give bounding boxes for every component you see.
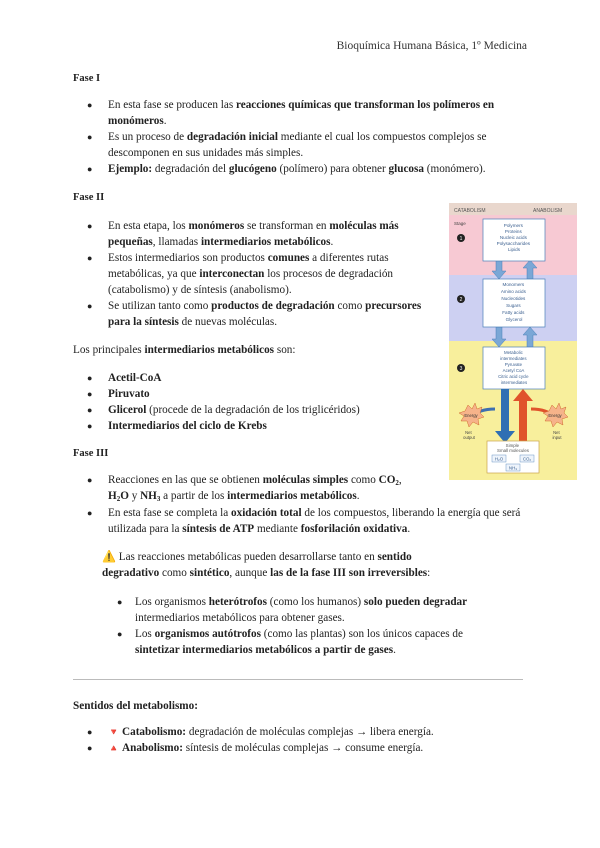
- simple-molecules-text: Simple Small molecules: [497, 443, 529, 453]
- fase-3-list: [73, 472, 438, 504]
- list-item: ● Se utilizan tanto como productos de degradación como precursores para la síntesis de nuevas moléculas.: [73, 298, 438, 330]
- fase-3-heading: Fase III: [73, 448, 109, 459]
- stage-3-number: 3: [459, 366, 463, 372]
- nh3-label: NH₃: [508, 465, 518, 471]
- energy-out-label: Energy: [464, 413, 478, 418]
- list-item: ● En esta fase se producen las reacciones químicas que transforman los polímeros en monómeros.: [73, 97, 533, 129]
- list-item: ● Los organismos autótrofos (como las plantas) son los únicos capaces de sintetizar intermediarios metabólicos a partir de gases.: [73, 626, 493, 658]
- energy-in-label: Energy: [548, 413, 562, 418]
- list-item: ● Es un proceso de degradación inicial mediante el cual los compuestos complejos se descomponen en sus unidades más simples.: [73, 129, 533, 161]
- irreversibility-note: ⚠️ Las reacciones metabólicas pueden desarrollarse tanto en sentido degradativo como sintético, aunque las de la fase III son irreversibles:: [102, 551, 431, 579]
- catabolism-label: CATABOLISM: [454, 208, 486, 214]
- list-item: ● En esta fase se completa la oxidación total de los compuestos, liberando la energía que será utilizada para la síntesis de ATP mediante fosforilación oxidativa.: [73, 505, 525, 537]
- stage-label: Stage: [454, 221, 466, 226]
- divider: [73, 679, 523, 680]
- down-triangle-icon: 🔻: [108, 727, 120, 737]
- fase-2-heading: Fase II: [73, 192, 105, 203]
- list-item: ● Acetil-CoA: [73, 370, 438, 386]
- list-item: ● 🔻 Catabolismo: degradación de moléculas complejas → libera energía.: [73, 724, 533, 740]
- intermediarios-list: [73, 370, 438, 434]
- list-item: ● Glicerol (procede de la degradación de los triglicéridos): [73, 402, 438, 418]
- fase-1-list: [73, 97, 533, 177]
- fase-2-list: [73, 218, 438, 330]
- intermediates-box-text: Metabolic intermediates Pyruvate Acetyl CoA Citric acid cycle intermediates: [498, 350, 529, 385]
- list-item: ● Reacciones en las que se obtienen moléculas simples como $CO_2$, $H_2O$ y $NH_3$ a partir de los intermediarios metabólicos.: [73, 472, 438, 504]
- fase-1-heading: Fase I: [73, 73, 101, 84]
- list-item: ● Piruvato: [73, 386, 438, 402]
- net-output-label: Net output: [463, 430, 475, 440]
- net-input-label: Net input: [552, 430, 562, 440]
- anabolism-label: ANABOLISM: [533, 208, 563, 214]
- polymers-box-text: Polymers Proteins Nucleic acids Polysaccharides Lipids: [496, 223, 531, 252]
- list-item: ● 🔺 Anabolismo: síntesis de moléculas complejas → consume energía.: [73, 740, 533, 756]
- list-item: ● En esta etapa, los monómeros se transforman en moléculas más pequeñas, llamadas intermediarios metabólicos.: [73, 218, 438, 250]
- stage-2-number: 2: [459, 297, 463, 303]
- list-item: ● Estos intermediarios son productos comunes a diferentes rutas metabólicas, ya que interconectan los procesos de degradación (catabolismo) y de síntesis (anabolismo).: [73, 250, 438, 298]
- sentidos-list: [73, 724, 533, 756]
- fase-3-list-2: [73, 505, 525, 537]
- list-item: ● Los organismos heterótrofos (como los humanos) solo pueden degradar intermediarios metabólicos para obtener gases.: [73, 594, 493, 626]
- list-item: ● Ejemplo: degradación del glucógeno (polímero) para obtener glucosa (monómero).: [73, 161, 533, 177]
- h2o-label: H₂O: [494, 456, 504, 462]
- list-item: ● Intermediarios del ciclo de Krebs: [73, 418, 438, 434]
- monomers-box-text: Monomers Amino acids Nucleotides Sugars Fatty acids Glycerol: [500, 282, 526, 322]
- co2-label: CO₂: [522, 456, 532, 462]
- warning-icon: ⚠️: [102, 551, 116, 563]
- page-header: Bioquímica Humana Básica, 1º Medicina: [336, 40, 527, 52]
- up-triangle-icon: 🔺: [108, 743, 120, 753]
- stage-1-number: 1: [459, 236, 463, 242]
- organismos-list: [73, 594, 493, 658]
- metabolism-stages-diagram: [449, 203, 577, 480]
- intermediarios-intro: Los principales intermediarios metabólicos son:: [73, 344, 296, 356]
- sentidos-heading: Sentidos del metabolismo:: [73, 700, 198, 712]
